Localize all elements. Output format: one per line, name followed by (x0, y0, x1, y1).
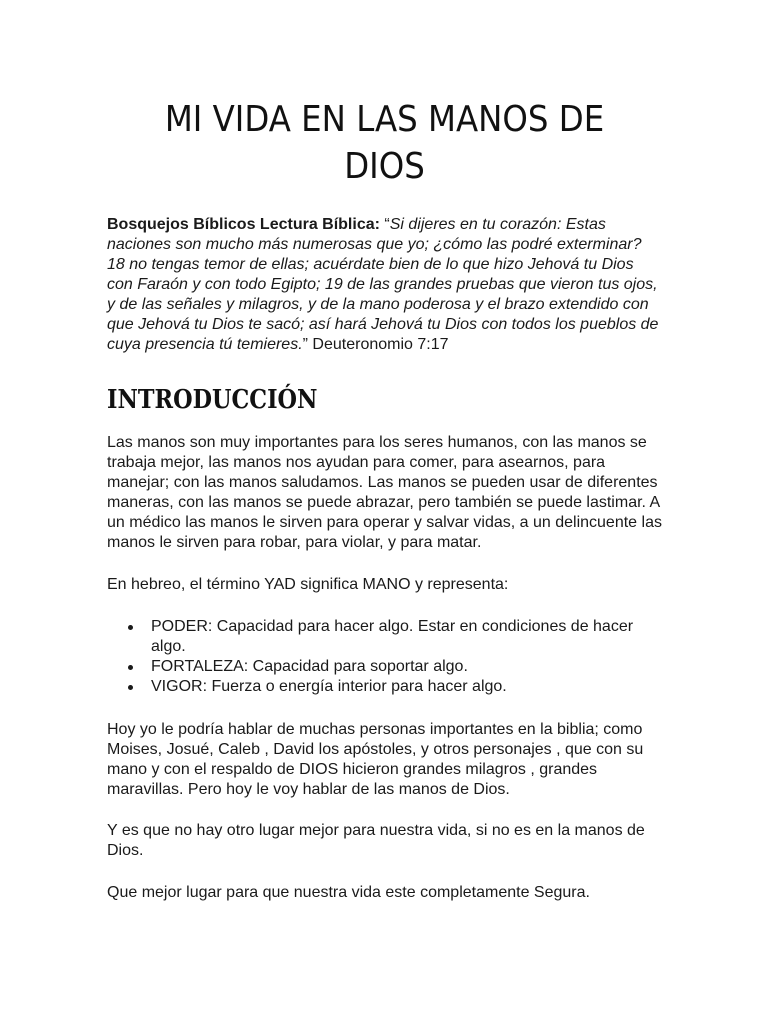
paragraph-y-es-que: Y es que no hay otro lugar mejor para nuestra vida, si no es en la manos de Dios. (107, 822, 645, 859)
paragraph-que-mejor: Que mejor lugar para que nuestra vida este completamente Segura. (107, 884, 590, 901)
bible-reading-label: Bosquejos Bíblicos Lectura Bíblica: (107, 216, 380, 233)
title-line-1: MI VIDA EN LAS MANOS DE (164, 99, 605, 140)
open-quote: “ (379, 216, 390, 233)
paragraph-hoy: Hoy yo le podría hablar de muchas personas importantes en la biblia; como Moises, Josué, Caleb , David los apóstoles, y otros personajes , que con su mano y con el respaldo de DIOS hicieron grandes milagros , grandes maravillas. Pero hoy le voy hablar de las manos de Dios. (107, 721, 644, 798)
paragraph-yad: En hebreo, el término YAD significa MANO y representa: (107, 576, 509, 593)
bible-verse-text: Si dijeres en tu corazón: Estas naciones son mucho más numerosas que yo; ¿cómo las podré exterminar? 18 no tengas temor de ellas; acuérdate bien de lo que hizo Jehová tu Dios con Faraón y con todo Egipto; 19 de las grandes pruebas que vieron tus ojos, y de las señales y milagros, y de la mano poderosa y el brazo extendido con que Jehová tu Dios te sacó; así hará Jehová tu Dios con todos los pueblos de cuya presencia tú temieres. (107, 216, 659, 353)
yad-meanings-list (107, 617, 662, 697)
title-line-2: DIOS (344, 146, 425, 187)
list-item: FORTALEZA: Capacidad para soportar algo. (151, 657, 662, 677)
section-heading-introduccion: INTRODUCCIÓN (107, 385, 318, 415)
bible-reading (107, 215, 662, 355)
list-item: PODER: Capacidad para hacer algo. Estar en condiciones de hacer algo. (151, 617, 662, 657)
page-title (135, 0, 635, 190)
verse-reference: ” Deuteronomio 7:17 (302, 336, 449, 353)
list-item: VIGOR: Fuerza o energía interior para hacer algo. (151, 677, 662, 697)
paragraph-intro: Las manos son muy importantes para los seres humanos, con las manos se trabaja mejor, las manos nos ayudan para comer, para asearnos, para manejar; con las manos saludamos. Las manos se pueden usar de diferentes maneras, con las manos se puede abrazar, pero también se puede lastimar. A un médico las manos le sirven para operar y salvar vidas, a un delincuente las manos le sirven para robar, para violar, y para matar. (107, 434, 662, 551)
